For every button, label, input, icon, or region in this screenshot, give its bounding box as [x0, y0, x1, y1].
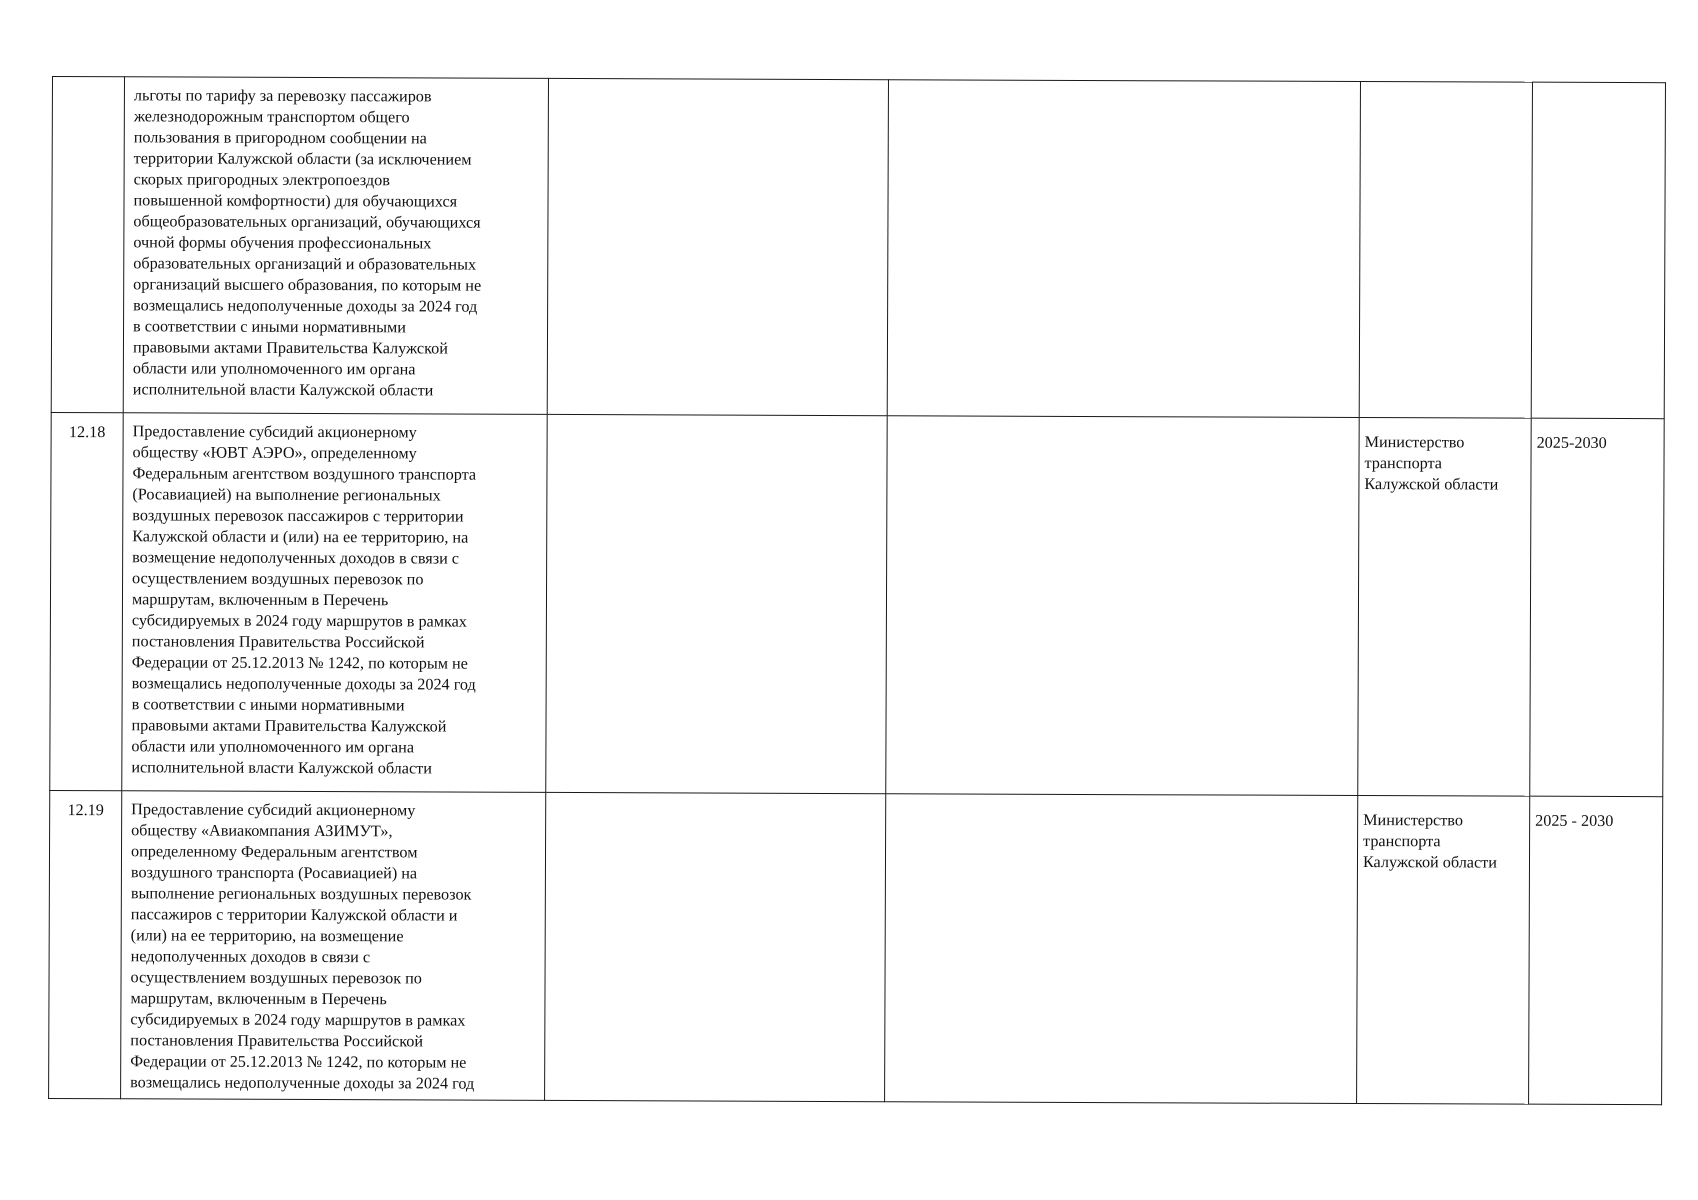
description-line: Калужской области и (или) на ее территорию, на [132, 527, 469, 547]
measure-description [123, 77, 548, 415]
description-line: пассажиров с территории Калужской области и [130, 905, 458, 925]
empty-cell [886, 416, 1359, 796]
responsible-line: Министерство [1364, 433, 1465, 452]
responsible-line: Калужской области [1364, 475, 1499, 494]
responsible-executor [1359, 82, 1532, 419]
responsible-line: транспорта [1363, 832, 1441, 851]
description-line: исполнительной власти Калужской области [132, 380, 434, 400]
table-row [50, 412, 1664, 796]
row-number: 12.18 [50, 412, 123, 790]
description-line: Федеральным агентством воздушного транспорта [132, 464, 477, 484]
description-line: в соответствии с иными нормативными [133, 317, 406, 337]
description-line: возмещались недополученные доходы за 2024 год [130, 1073, 475, 1093]
table-body [49, 77, 1666, 1105]
description-line: общеобразовательных организаций, обучающихся [133, 212, 481, 232]
description-line: льготы по тарифу за перевозку пассажиров [133, 86, 432, 106]
description-line: области или уполномоченного им органа [132, 359, 416, 379]
table-row [51, 77, 1665, 419]
measures-table [48, 76, 1666, 1105]
period-text: 2025 - 2030 [1535, 811, 1614, 831]
row-number: 12.19 [49, 790, 122, 1098]
description-line: Предоставление субсидий акционерному [132, 422, 417, 442]
description-line: правовыми актами Правительства Калужской [132, 338, 448, 358]
responsible-executor [1358, 418, 1531, 797]
description-line: (Росавиацией) на выполнение региональных [132, 485, 441, 505]
empty-cell [885, 794, 1358, 1104]
empty-cell [545, 792, 886, 1101]
description-line: Федерации от 25.12.2013 № 1242, по которым не [130, 1052, 467, 1072]
description-line: правовыми актами Правительства Калужской [131, 716, 447, 736]
description-line: маршрутам, включенным в Перечень [130, 989, 387, 1009]
description-line: возмещались недополученные доходы за 2024 год [133, 296, 478, 316]
empty-cell [547, 78, 888, 415]
implementation-period [1531, 82, 1665, 419]
empty-cell [546, 414, 887, 793]
description-line: образовательных организаций и образовательных [133, 254, 477, 274]
row-number [51, 77, 124, 413]
description-line: обществу «Авиакомпания АЗИМУТ», [131, 821, 393, 841]
measure-description [121, 791, 546, 1101]
period-text: 2025-2030 [1536, 433, 1607, 452]
description-line: обществу «ЮВТ АЭРО», определенному [132, 443, 417, 463]
description-line: повышенной комфортности) для обучающихся [133, 191, 458, 211]
responsible-line: транспорта [1364, 454, 1443, 473]
responsible-executor [1357, 796, 1530, 1105]
description-line: очной формы обучения профессиональных [133, 233, 432, 253]
period-text [1533, 83, 1665, 98]
measure-description [122, 413, 547, 793]
responsible-line: Калужской области [1362, 853, 1497, 872]
table-row [49, 790, 1663, 1104]
description-line: в соответствии с иными нормативными [131, 695, 405, 715]
empty-cell [887, 80, 1360, 418]
description-line: Предоставление субсидий акционерному [131, 800, 416, 820]
description-line: возмещение недополученных доходов в связи с [132, 548, 460, 568]
description-line: воздушных перевозок пассажиров с территории [132, 506, 464, 526]
description-line: выполнение региональных воздушных перевозок [130, 884, 472, 904]
description-line: маршрутам, включенным в Перечень [131, 590, 389, 610]
description-line: недополученных доходов в связи с [130, 947, 371, 967]
description-line: постановления Правительства Российской [131, 632, 425, 652]
description-line: области или уполномоченного им органа [131, 737, 415, 757]
description-line: субсидируемых в 2024 году маршрутов в рамках [131, 611, 467, 631]
implementation-period [1530, 418, 1664, 797]
description-line: осуществлением воздушных перевозок по [132, 569, 424, 589]
description-line: территории Калужской области (за исключением [133, 149, 472, 169]
implementation-period [1529, 796, 1663, 1105]
description-line: пользования в пригородном сообщении на [133, 128, 427, 148]
description-line: исполнительной власти Калужской области [131, 758, 432, 778]
responsible-line: Министерство [1363, 811, 1463, 830]
description-line: воздушного транспорта (Росавиацией) на [130, 863, 418, 883]
description-line: осуществлением воздушных перевозок по [130, 968, 422, 988]
description-line: Федерации от 25.12.2013 № 1242, по которым не [131, 653, 468, 673]
description-line: субсидируемых в 2024 году маршрутов в рамках [130, 1010, 466, 1030]
description-line: (или) на ее территорию, на возмещение [130, 926, 404, 946]
description-line: постановления Правительства Российской [130, 1031, 424, 1051]
description-line: определенному Федеральным агентством [130, 842, 418, 862]
description-line: скорых пригородных электропоездов [133, 170, 390, 190]
description-line: организаций высшего образования, по которым не [133, 275, 482, 295]
description-line: возмещались недополученные доходы за 2024 год [131, 674, 476, 694]
description-line: железнодорожным транспортом общего [133, 107, 410, 127]
